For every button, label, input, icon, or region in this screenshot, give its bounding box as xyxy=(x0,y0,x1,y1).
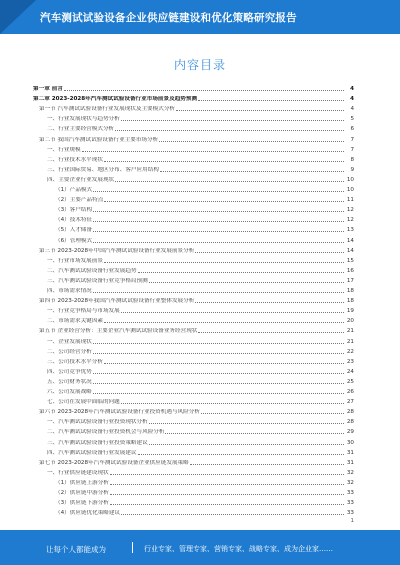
toc-row-label: 第七节 2023-2028年汽车测试试验设备企业供应链发展策略 xyxy=(39,459,189,466)
toc-row-label: 一、汽车测试试验设备行业投资现状分析 xyxy=(47,419,148,426)
toc-leader-dots xyxy=(104,261,344,263)
toc-row-page: 26 xyxy=(346,389,354,395)
toc-row-page: 29 xyxy=(346,429,354,436)
toc-row-label: 二、行业主要经营模式分析 xyxy=(47,126,115,133)
toc-leader-dots xyxy=(198,331,344,333)
toc-row-page: 30 xyxy=(346,439,354,446)
toc-row-page: 28 xyxy=(346,419,354,426)
toc-row-label: （1）供应链上游分析 xyxy=(55,479,109,486)
toc-row-label: 四、市场需求情况 xyxy=(47,288,92,294)
footer-tagline: 行业专家、管理专家、营销专家、战略专家、成为企业家…… xyxy=(144,545,333,553)
toc-heading: 内容目录 xyxy=(173,58,226,72)
toc-row[interactable] xyxy=(33,256,354,264)
toc-row[interactable] xyxy=(33,458,354,466)
toc-leader-dots xyxy=(93,352,344,354)
toc-row-label: 一、行业市场发展前景 xyxy=(47,257,103,264)
toc-row-label: 二、市场需求关键因素 xyxy=(47,318,103,325)
toc-row-page: 19 xyxy=(346,308,354,315)
toc-leader-dots xyxy=(159,140,344,142)
toc-row-label: 三、行业国际贸易、地区分布、客户应用结构 xyxy=(47,166,159,173)
toc-row-page: 33 xyxy=(346,490,354,496)
toc-row-label: 三、公司技术水平分析 xyxy=(47,358,103,365)
toc-row-page: 11 xyxy=(346,197,354,204)
toc-row[interactable] xyxy=(33,135,354,143)
toc-row[interactable] xyxy=(33,84,354,92)
toc-leader-dots xyxy=(82,150,344,152)
toc-row[interactable] xyxy=(33,337,354,345)
toc-leader-dots xyxy=(115,129,344,131)
toc-leader-dots xyxy=(93,342,344,344)
toc-row-label: 第四节 2023-2028年我国汽车测试试验设备行业整体发展分析 xyxy=(39,298,195,305)
toc-row[interactable] xyxy=(33,236,354,244)
toc-row-page: 13 xyxy=(346,227,354,234)
toc-row[interactable] xyxy=(33,326,354,334)
toc-row-label: 第三节 2023-2028年中国汽车测试试验设备行业发展前景分析 xyxy=(39,247,195,254)
toc-row[interactable] xyxy=(33,155,354,163)
toc-row-label: （4）供应链优化策略建议 xyxy=(55,510,121,517)
toc-leader-dots xyxy=(149,443,344,445)
toc-row-label: 一、行业发展现状与趋势分析 xyxy=(47,116,120,123)
toc-row-page: 23 xyxy=(346,358,354,365)
header-banner xyxy=(0,0,400,34)
toc-row[interactable] xyxy=(33,427,354,435)
footer-slogan: 让每个人都能成为 xyxy=(46,545,106,554)
toc-leader-dots xyxy=(93,382,344,384)
footer-banner xyxy=(0,530,400,565)
toc-leader-dots xyxy=(93,230,344,232)
toc-leader-dots xyxy=(190,463,344,465)
toc-row-page: 33 xyxy=(346,500,354,507)
toc-row[interactable] xyxy=(33,276,354,284)
toc-row[interactable] xyxy=(33,387,354,395)
toc-row-label: （4）技术特征 xyxy=(55,217,93,224)
toc-row-label: 二、汽车测试试验设备行业发展趋势 xyxy=(47,267,137,274)
toc-row[interactable] xyxy=(33,488,354,496)
toc-leader-dots xyxy=(149,422,344,424)
toc-row[interactable] xyxy=(33,377,354,385)
toc-row-page: 18 xyxy=(346,288,354,294)
report-title: 汽车测试试验设备企业供应链建设和优化策略研究报告 xyxy=(40,12,297,24)
toc-row-label: 二、行业技术水平现状 xyxy=(47,156,103,163)
toc-leader-dots xyxy=(121,311,344,313)
toc-leader-dots xyxy=(93,220,344,222)
toc-row-page: 33 xyxy=(346,510,354,517)
toc-row[interactable] xyxy=(33,498,354,506)
toc-row-label: 二、公司经营分析 xyxy=(47,348,92,355)
toc-leader-dots xyxy=(93,190,344,192)
table-of-contents xyxy=(33,84,354,524)
toc-row-label: 一、行业竞争格局与市场发展 xyxy=(47,308,120,315)
toc-row[interactable] xyxy=(33,468,354,476)
toc-row-label: 七、公司在发展中面临的问题 xyxy=(47,399,120,406)
toc-leader-dots xyxy=(121,513,344,515)
toc-row-page: 24 xyxy=(346,368,354,375)
toc-row-label: （3）供应链下游分析 xyxy=(55,500,109,507)
toc-row-label: 五、公司财务状况 xyxy=(47,378,92,385)
toc-row-page: 28 xyxy=(346,409,354,416)
toc-row-label: （2）供应链中游分析 xyxy=(55,490,109,496)
toc-row-label: 三、汽车测试试验设备行业竞争格局预测 xyxy=(47,277,148,284)
toc-leader-dots xyxy=(115,180,344,182)
toc-row[interactable] xyxy=(33,266,354,274)
banner-accent-shape xyxy=(0,0,36,34)
toc-row-label: 四、汽车测试试验设备行业发展建议 xyxy=(47,449,137,456)
toc-leader-dots xyxy=(110,503,344,505)
toc-row[interactable] xyxy=(33,215,354,223)
toc-row-label: 一、行业规模 xyxy=(47,146,81,153)
toc-row-page: 4 xyxy=(350,106,354,113)
toc-row[interactable] xyxy=(33,165,354,173)
toc-leader-dots xyxy=(201,412,344,414)
toc-row[interactable] xyxy=(33,195,354,203)
toc-row-label: （2）主要产品特点 xyxy=(55,197,104,204)
toc-row-page: 9 xyxy=(350,166,354,173)
toc-row-page: 18 xyxy=(346,298,354,305)
toc-row[interactable] xyxy=(33,508,354,516)
toc-row-label: （3）客户结构 xyxy=(55,207,93,214)
toc-leader-dots xyxy=(176,109,344,111)
toc-leader-dots xyxy=(104,200,344,202)
toc-leader-dots xyxy=(110,483,344,485)
toc-row[interactable] xyxy=(33,397,354,405)
toc-leader-dots xyxy=(198,99,344,101)
toc-row-page: 32 xyxy=(346,479,354,486)
toc-row-page: 22 xyxy=(346,348,354,355)
toc-row[interactable] xyxy=(33,286,354,294)
toc-row-label: 六、公司发展战略 xyxy=(47,389,92,395)
toc-row-page: 4 xyxy=(350,96,354,103)
toc-row[interactable] xyxy=(33,94,354,102)
toc-row-page: 12 xyxy=(346,207,354,214)
toc-leader-dots xyxy=(110,493,344,495)
toc-row-page: 16 xyxy=(346,267,354,274)
toc-row-page: 17 xyxy=(346,277,354,284)
toc-row-page: 21 xyxy=(346,328,354,335)
toc-leader-dots xyxy=(160,170,344,172)
toc-row-page: 25 xyxy=(346,378,354,385)
toc-leader-dots xyxy=(138,271,344,273)
toc-leader-dots xyxy=(93,392,344,394)
toc-row-page: 15 xyxy=(346,257,354,264)
toc-row-label: 一、企业发展现状 xyxy=(47,338,92,345)
toc-leader-dots xyxy=(195,251,344,253)
toc-row-page: 7 xyxy=(350,146,354,153)
toc-leader-dots xyxy=(104,362,344,364)
toc-row[interactable] xyxy=(33,175,354,183)
toc-row-page: 5 xyxy=(350,116,354,123)
toc-row-page: 8 xyxy=(350,156,354,163)
toc-leader-dots xyxy=(195,301,344,303)
toc-leader-dots xyxy=(93,372,344,374)
toc-row[interactable] xyxy=(33,104,354,112)
toc-row-label: （1）产品模式 xyxy=(55,187,93,193)
toc-row[interactable] xyxy=(33,316,354,324)
toc-row-label: 第六节 2023-2028年汽车测试试验设备行业投资机遇与风险分析 xyxy=(39,409,200,416)
toc-leader-dots xyxy=(165,432,344,434)
toc-row[interactable] xyxy=(33,438,354,446)
toc-row-page: 21 xyxy=(346,338,354,345)
toc-row-page: 27 xyxy=(346,399,354,406)
toc-row[interactable] xyxy=(33,114,354,122)
toc-row[interactable] xyxy=(33,124,354,132)
toc-row[interactable] xyxy=(33,417,354,425)
toc-row[interactable] xyxy=(33,225,354,233)
footer-divider xyxy=(132,542,133,553)
toc-row-page: 10 xyxy=(346,187,354,193)
toc-row-page: 10 xyxy=(346,176,354,183)
toc-row-label: 第一节 汽车测试试验设备行业发展现状及主要模式分析 xyxy=(39,106,176,113)
toc-row-label: 三、汽车测试试验设备行业投资策略建议 xyxy=(47,439,148,446)
toc-row-page: 6 xyxy=(350,126,354,133)
toc-leader-dots xyxy=(138,453,344,455)
toc-row[interactable] xyxy=(33,145,354,153)
toc-row-label: （5）人才储备 xyxy=(55,227,93,234)
toc-row[interactable] xyxy=(33,306,354,314)
toc-row-label: 第二章 2023-2028年汽车测试试验设备行业市场前景及趋势预测 xyxy=(33,96,198,103)
toc-row-page: 20 xyxy=(346,318,354,325)
toc-row[interactable] xyxy=(33,185,354,193)
toc-leader-dots xyxy=(93,241,344,243)
toc-row-label: 一、行业供应链建设现状 xyxy=(47,469,109,476)
toc-row[interactable] xyxy=(33,357,354,365)
toc-row-label: 第五节 企业经营分析：主要企业汽车测试试验设备业务经营现状 xyxy=(39,328,198,335)
toc-row-label: 四、公司竞争优势 xyxy=(47,368,92,375)
toc-leader-dots xyxy=(121,402,344,404)
toc-row-label: 四、主要企业行业发展现状 xyxy=(47,176,115,183)
toc-row-label: 二、汽车测试试验设备行业投资机会与风险分析 xyxy=(47,429,165,436)
toc-row-page: 14 xyxy=(346,237,354,244)
toc-row[interactable] xyxy=(33,478,354,486)
toc-row-label: 第一章 前言 xyxy=(33,86,63,92)
toc-row-page: 31 xyxy=(346,449,354,456)
toc-row-label: 第二节 我国汽车测试试验设备行业主要市场分析 xyxy=(39,136,159,143)
toc-row-page: 4 xyxy=(350,86,354,92)
toc-leader-dots xyxy=(121,119,344,121)
toc-row[interactable] xyxy=(33,347,354,355)
toc-leader-dots xyxy=(149,281,344,283)
toc-row-page: 14 xyxy=(346,247,354,254)
toc-row-label: （6）管理模式 xyxy=(55,237,93,244)
toc-row[interactable] xyxy=(33,205,354,213)
page-number: 1 xyxy=(350,518,354,524)
toc-row[interactable] xyxy=(33,296,354,304)
toc-row[interactable] xyxy=(33,407,354,415)
toc-row[interactable] xyxy=(33,246,354,254)
toc-leader-dots xyxy=(64,89,344,91)
toc-leader-dots xyxy=(104,321,344,323)
toc-leader-dots xyxy=(93,210,344,212)
toc-row-page: 31 xyxy=(346,459,354,466)
toc-leader-dots xyxy=(104,160,344,162)
toc-row-page: 7 xyxy=(350,136,354,143)
toc-row-page: 32 xyxy=(346,469,354,476)
toc-leader-dots xyxy=(110,473,344,475)
toc-row[interactable] xyxy=(33,448,354,456)
toc-row-page: 12 xyxy=(346,217,354,224)
toc-row[interactable] xyxy=(33,367,354,375)
toc-leader-dots xyxy=(93,291,344,293)
